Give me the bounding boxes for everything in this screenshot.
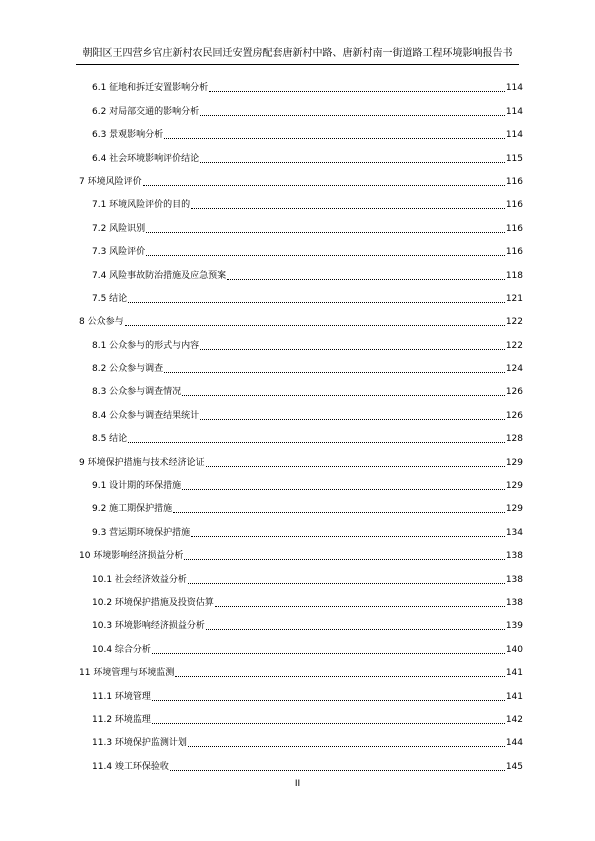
toc-entry-page: 115	[505, 153, 523, 164]
toc-entry-title: 9.1 设计期的环保措施	[92, 481, 182, 492]
toc-entry-title: 10 环境影响经济损益分析	[79, 551, 184, 562]
toc-entry[interactable]	[76, 679, 523, 702]
toc-entry-title: 11.2 环境监理	[92, 714, 151, 725]
toc-dot-leader	[152, 652, 505, 654]
toc-entry-page: 141	[505, 668, 523, 679]
toc-entry-title: 7.3 风险评价	[92, 247, 146, 258]
toc-entry[interactable]	[76, 726, 523, 749]
toc-entry-page: 126	[505, 410, 523, 421]
toc-dot-leader	[184, 558, 504, 560]
toc-entry-page: 116	[505, 223, 523, 234]
toc-entry-title: 8.4 公众参与调查结果统计	[92, 410, 200, 421]
toc-entry-page: 129	[505, 457, 523, 468]
toc-dot-leader	[173, 511, 505, 513]
toc-dot-leader	[125, 324, 505, 326]
toc-entry-title: 7.1 环境风险评价的目的	[92, 200, 191, 211]
toc-entry-page: 116	[505, 200, 523, 211]
toc-entry-page: 114	[505, 130, 523, 141]
toc-entry-title: 7.4 风险事故防治措施及应急预案	[92, 270, 227, 281]
toc-dot-leader	[200, 418, 505, 420]
toc-entry-title: 10.3 环境影响经济损益分析	[92, 621, 205, 632]
toc-entry[interactable]	[76, 375, 523, 398]
toc-entry[interactable]	[76, 492, 523, 515]
toc-dot-leader	[191, 535, 505, 537]
toc-dot-leader	[143, 184, 505, 186]
toc-entry[interactable]	[76, 282, 523, 305]
toc-entry[interactable]	[76, 445, 523, 468]
toc-entry-page: 129	[505, 481, 523, 492]
toc-entry-page: 122	[505, 340, 523, 351]
toc-entry-title: 9 环境保护措施与技术经济论证	[79, 457, 205, 468]
toc-entry[interactable]	[76, 165, 523, 188]
toc-entry-page: 126	[505, 387, 523, 398]
toc-entry-title: 8.1 公众参与的形式与内容	[92, 340, 200, 351]
toc-entry-page: 144	[505, 738, 523, 749]
toc-entry-page: 116	[505, 176, 523, 187]
toc-dot-leader	[200, 161, 505, 163]
toc-entry-title: 10.4 综合分析	[92, 644, 151, 655]
toc-entry-title: 8 公众参与	[79, 317, 124, 328]
toc-entry-title: 8.5 结论	[92, 434, 128, 445]
toc-entry-page: 124	[505, 364, 523, 375]
toc-entry[interactable]	[76, 469, 523, 492]
toc-entry[interactable]	[76, 188, 523, 211]
toc-entry-page: 122	[505, 317, 523, 328]
toc-dot-leader	[191, 207, 505, 209]
toc-dot-leader	[152, 722, 505, 724]
toc-dot-leader	[227, 278, 505, 280]
toc-entry-title: 11 环境管理与环境监测	[79, 668, 175, 679]
toc-dot-leader	[128, 301, 505, 303]
toc-entry[interactable]	[76, 656, 523, 679]
toc-dot-leader	[164, 371, 505, 373]
table-of-contents	[76, 71, 523, 773]
toc-entry[interactable]	[76, 328, 523, 351]
toc-entry-title: 10.1 社会经济效益分析	[92, 574, 187, 585]
toc-entry-page: 141	[505, 691, 523, 702]
toc-dot-leader	[182, 394, 505, 396]
toc-entry-title: 6.4 社会环境影响评价结论	[92, 153, 200, 164]
page-header	[76, 44, 519, 65]
toc-dot-leader	[200, 114, 505, 116]
toc-entry-page: 138	[505, 551, 523, 562]
toc-entry[interactable]	[76, 94, 523, 117]
toc-dot-leader	[170, 769, 505, 771]
toc-dot-leader	[188, 582, 505, 584]
toc-entry[interactable]	[76, 118, 523, 141]
toc-entry-page: 142	[505, 714, 523, 725]
header-title: 朝阳区王四营乡官庄新村农民回迁安置房配套唐新村中路、唐新村南一街道路工程环境影响报告书	[82, 48, 513, 59]
page-footer	[0, 779, 595, 789]
toc-entry[interactable]	[76, 398, 523, 421]
toc-entry[interactable]	[76, 305, 523, 328]
toc-dot-leader	[128, 441, 505, 443]
toc-entry-page: 138	[505, 597, 523, 608]
toc-entry[interactable]	[76, 515, 523, 538]
toc-entry-page: 145	[505, 761, 523, 772]
toc-entry[interactable]	[76, 235, 523, 258]
toc-entry-title: 11.3 环境保护监测计划	[92, 738, 187, 749]
toc-entry-title: 8.2 公众参与调查	[92, 364, 164, 375]
toc-entry[interactable]	[76, 258, 523, 281]
toc-entry-title: 6.3 景观影响分析	[92, 130, 164, 141]
toc-entry-title: 7.2 风险识别	[92, 223, 146, 234]
toc-entry-title: 10.2 环境保护措施及投资估算	[92, 597, 214, 608]
toc-entry-title: 6.2 对局部交通的影响分析	[92, 106, 200, 117]
page-number: II	[294, 779, 301, 789]
toc-dot-leader	[146, 254, 505, 256]
toc-entry[interactable]	[76, 422, 523, 445]
toc-entry[interactable]	[76, 211, 523, 234]
toc-entry[interactable]	[76, 703, 523, 726]
toc-entry[interactable]	[76, 609, 523, 632]
toc-entry-title: 7.5 结论	[92, 293, 128, 304]
toc-entry-title: 8.3 公众参与调查情况	[92, 387, 182, 398]
toc-entry[interactable]	[76, 71, 523, 94]
toc-entry-title: 11.4 竣工环保验收	[92, 761, 169, 772]
toc-entry[interactable]	[76, 749, 523, 772]
toc-dot-leader	[215, 605, 505, 607]
toc-entry-page: 140	[505, 644, 523, 655]
toc-entry-page: 139	[505, 621, 523, 632]
toc-entry-page: 114	[505, 106, 523, 117]
toc-entry[interactable]	[76, 141, 523, 164]
toc-entry-title: 6.1 征地和拆迁安置影响分析	[92, 83, 209, 94]
toc-entry-page: 121	[505, 293, 523, 304]
toc-entry[interactable]	[76, 632, 523, 655]
toc-dot-leader	[152, 699, 505, 701]
toc-entry[interactable]	[76, 562, 523, 585]
toc-entry[interactable]	[76, 539, 523, 562]
toc-entry[interactable]	[76, 352, 523, 375]
toc-dot-leader	[209, 90, 505, 92]
toc-entry[interactable]	[76, 586, 523, 609]
toc-dot-leader	[200, 348, 505, 350]
toc-dot-leader	[146, 231, 505, 233]
toc-entry-title: 7 环境风险评价	[79, 176, 142, 187]
toc-entry-page: 128	[505, 434, 523, 445]
toc-entry-title: 9.3 营运期环境保护措施	[92, 527, 191, 538]
toc-dot-leader	[182, 488, 505, 490]
toc-entry-page: 116	[505, 247, 523, 258]
toc-entry-page: 129	[505, 504, 523, 515]
toc-entry-page: 134	[505, 527, 523, 538]
toc-dot-leader	[164, 137, 505, 139]
toc-entry-page: 138	[505, 574, 523, 585]
toc-entry-page: 118	[505, 270, 523, 281]
toc-entry-page: 114	[505, 83, 523, 94]
toc-entry-title: 9.2 施工期保护措施	[92, 504, 173, 515]
toc-dot-leader	[175, 675, 504, 677]
toc-dot-leader	[188, 745, 505, 747]
toc-entry-title: 11.1 环境管理	[92, 691, 151, 702]
toc-dot-leader	[206, 628, 505, 630]
toc-dot-leader	[206, 465, 505, 467]
